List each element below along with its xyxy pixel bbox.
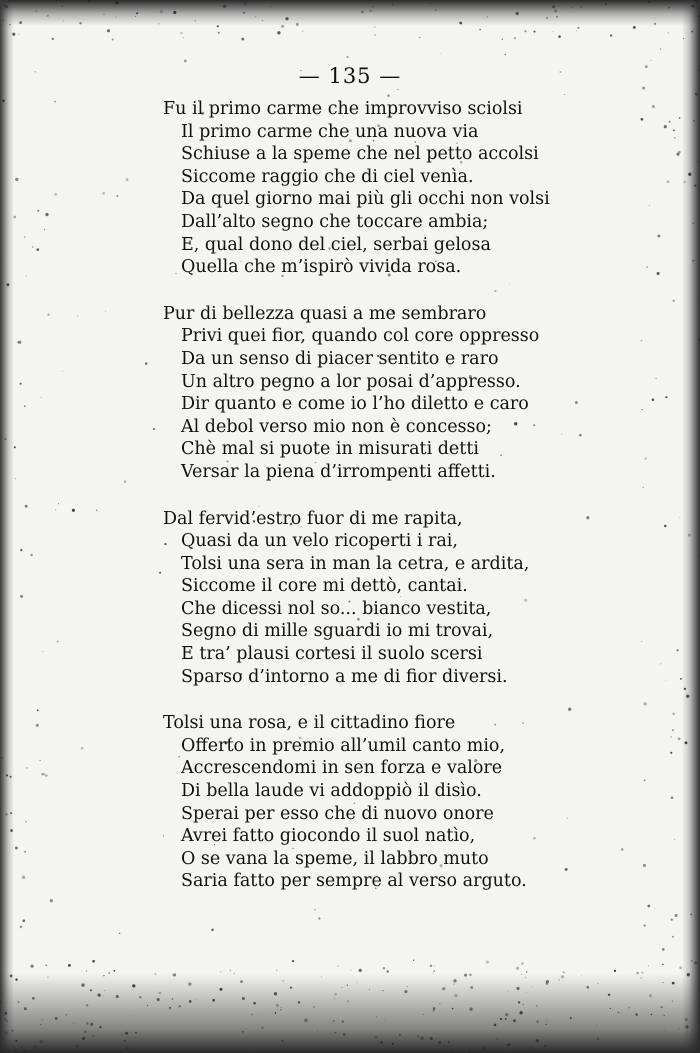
verse-line: Che dicessi nol so... bianco vestita,	[181, 598, 492, 619]
stanza	[163, 303, 563, 484]
verse-line: Il primo carme che una nuova via	[181, 121, 479, 142]
verse-line: Offerto in premio all’umil canto mio,	[181, 735, 506, 756]
verse-line: Accrescendomi in sen forza e valore	[181, 758, 503, 779]
verse-line: Dal fervid’estro fuor di me rapita,	[163, 508, 463, 529]
verse-line: E tra’ plausi cortesi il suolo scersi	[181, 644, 483, 665]
verse-line: Pur di bellezza quasi a me sembraro	[163, 303, 487, 324]
verse-line: Quella che m’ispirò vivida rosa.	[181, 257, 462, 278]
verse-line: Al debol verso mio non è concesso;	[181, 416, 492, 437]
verse-line: Schiuse a la speme che nel petto accolsi	[181, 144, 539, 165]
verse-line: Tolsi una rosa, e il cittadino fiore	[163, 713, 456, 734]
stanza	[163, 508, 563, 689]
verse-line: Chè mal si puote in misurati detti	[181, 439, 479, 460]
verse-line: Siccome il core mi dettò, cantai.	[181, 576, 468, 597]
verse-line: Quasi da un velo ricoperti i rai,	[181, 531, 458, 552]
verse-line: Da un senso di piacer sentito e raro	[181, 348, 499, 369]
verse-line: Saria fatto per sempre al verso arguto.	[181, 871, 527, 892]
verse-line: Sparso d’intorno a me di fior diversi.	[181, 666, 508, 687]
verse-line: Segno di mille sguardi io mi trovai,	[181, 621, 494, 642]
verse-line: Dall’alto segno che toccare ambia;	[181, 211, 489, 232]
verse-line: Tolsi una sera in man la cetra, e ardita,	[181, 553, 530, 574]
verse-line: Avrei fatto giocondo il suol natìo,	[181, 826, 476, 847]
verse-line: Da quel giorno mai più gli occhi non volsi	[181, 189, 550, 210]
verse-line: Dir quanto e come io l’ho diletto e caro	[181, 394, 529, 415]
verse-line: Fu il primo carme che improvviso sciolsi	[163, 99, 523, 119]
verse-line: Un altro pegno a lor posai d’appresso.	[181, 371, 521, 392]
verse-line: O se vana la speme, il labbro muto	[181, 848, 489, 869]
verse-line: Di bella laude vi addoppiò il disìo.	[181, 781, 482, 802]
verse-line: Versar la piena d’irrompenti affetti.	[181, 461, 496, 482]
stanza	[163, 712, 563, 893]
verse-line: Privi quei fior, quando col core oppresso	[181, 326, 540, 347]
stanza	[163, 98, 563, 279]
verse-line: Siccome raggio che di ciel venìa.	[181, 166, 474, 187]
page-number: — 135 —	[298, 64, 402, 88]
verse-line: Sperai per esso che di nuovo onore	[181, 803, 494, 824]
poem-text	[163, 98, 563, 917]
verse-line: E, qual dono del ciel, serbai gelosa	[181, 234, 491, 255]
